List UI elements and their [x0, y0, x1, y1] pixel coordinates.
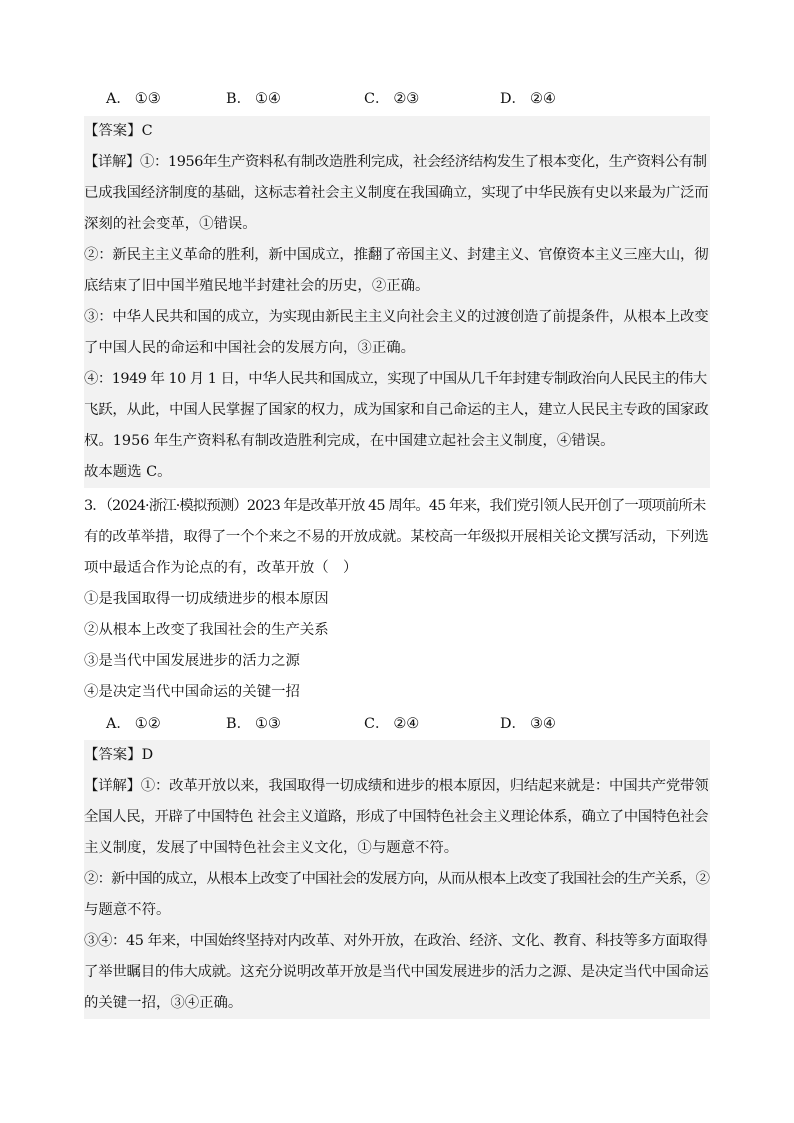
q3-explanation-line: 与题意不符。: [84, 902, 171, 918]
q3-explanation-line: 【详解】①：改革开放以来，我国取得一切成绩和进步的根本原因，归结起来就是：中国共产党带领: [84, 778, 709, 794]
q2-answer-block: [84, 116, 710, 488]
q2-answer: 【答案】C: [84, 123, 153, 139]
q3-answer-block: [84, 740, 710, 1019]
q2-explanation-line: 权。1956 年生产资料私有制改造胜利完成，在中国建立起社会主义制度，④错误。: [84, 433, 615, 449]
q3-explanation-line: 主义制度，发展了中国特色社会主义文化，①与题意不符。: [84, 840, 459, 856]
q3-option-a: A． ①②: [106, 716, 161, 732]
q2-option-c: C． ②③: [364, 91, 420, 107]
q2-option-b: B． ①④: [226, 91, 281, 107]
q3-option-c: C． ②④: [364, 716, 420, 732]
q3-option-b: B． ①③: [226, 716, 281, 732]
q3-explanation-line: 了举世瞩目的伟大成就。这充分说明改革开放是当代中国发展进步的活力之源、是决定当代中国命运: [84, 964, 709, 980]
q3-explanation-line: ②：新中国的成立，从根本上改变了中国社会的发展方向，从而从根本上改变了我国社会的生产关系，②: [84, 871, 710, 887]
q2-option-d: D． ②④: [500, 91, 556, 107]
q2-explanation-line: 已成我国经济制度的基础，这标志着社会主义制度在我国确立，实现了中华民族有史以来最为广泛而: [84, 185, 709, 201]
q2-explanation-line: ③：中华人民共和国的成立，为实现由新民主主义向社会主义的过渡创造了前提条件，从根本上改变: [84, 309, 709, 325]
q2-explanation-line: 【详解】①：1956年生产资料私有制改造胜利完成，社会经济结构发生了根本变化，生产资料公有制: [84, 154, 707, 170]
q2-explanation-line: 了中国人民的命运和中国社会的发展方向，③正确。: [84, 340, 415, 356]
q3-item: ②从根本上改变了我国社会的生产关系: [84, 622, 329, 638]
q3-stem-line: 项中最适合作为论点的有，改革开放（ ）: [84, 560, 358, 576]
q2-explanation-line: 飞跃，从此，中国人民掌握了国家的权力，成为国家和自己命运的主人，建立人民民主专政的国家政: [84, 402, 709, 418]
q3-explanation-line: 全国人民，开辟了中国特色 社会主义道路，形成了中国特色社会主义理论体系，确立了中国特色社会: [84, 809, 709, 825]
q2-explanation-line: ④：1949 年 10 月 1 日，中华人民共和国成立，实现了中国从几千年封建专制政治向人民民主的伟大: [84, 371, 707, 387]
q3-item: ③是当代中国发展进步的活力之源: [84, 653, 300, 669]
q2-explanation-line: ②：新民主主义革命的胜利，新中国成立，推翻了帝国主义、封建主义、官僚资本主义三座大山，彻: [84, 247, 709, 263]
q2-explanation-line: 深刻的社会变革，①错误。: [84, 216, 257, 232]
q3-explanation-line: ③④：45 年来，中国始终坚持对内改革、对外开放，在政治、经济、文化、教育、科技等多方面取得: [84, 933, 708, 949]
q3-answer: 【答案】D: [84, 747, 154, 763]
q3-question: [84, 491, 710, 708]
q3-stem-line: 3．（2024·浙江·模拟预测）2023 年是改革开放 45 周年。45 年来，我们党引领人民开创了一项项前所未: [84, 498, 706, 514]
q2-explanation-line: 底结束了旧中国半殖民地半封建社会的历史，②正确。: [84, 278, 430, 294]
q2-option-a: A． ①③: [106, 91, 161, 107]
q3-item: ①是我国取得一切成绩进步的根本原因: [84, 591, 329, 607]
q3-item: ④是决定当代中国命运的关键一招: [84, 684, 300, 700]
q2-conclusion: 故本题选 C。: [84, 464, 172, 480]
q3-options: [84, 709, 710, 740]
q3-stem-line: 有的改革举措，取得了一个个来之不易的开放成就。某校高一年级拟开展相关论文撰写活动，下列选: [84, 529, 709, 545]
q3-explanation-line: 的关键一招，③④正确。: [84, 995, 243, 1011]
q2-options: [84, 84, 710, 115]
q3-option-d: D． ③④: [500, 716, 556, 732]
